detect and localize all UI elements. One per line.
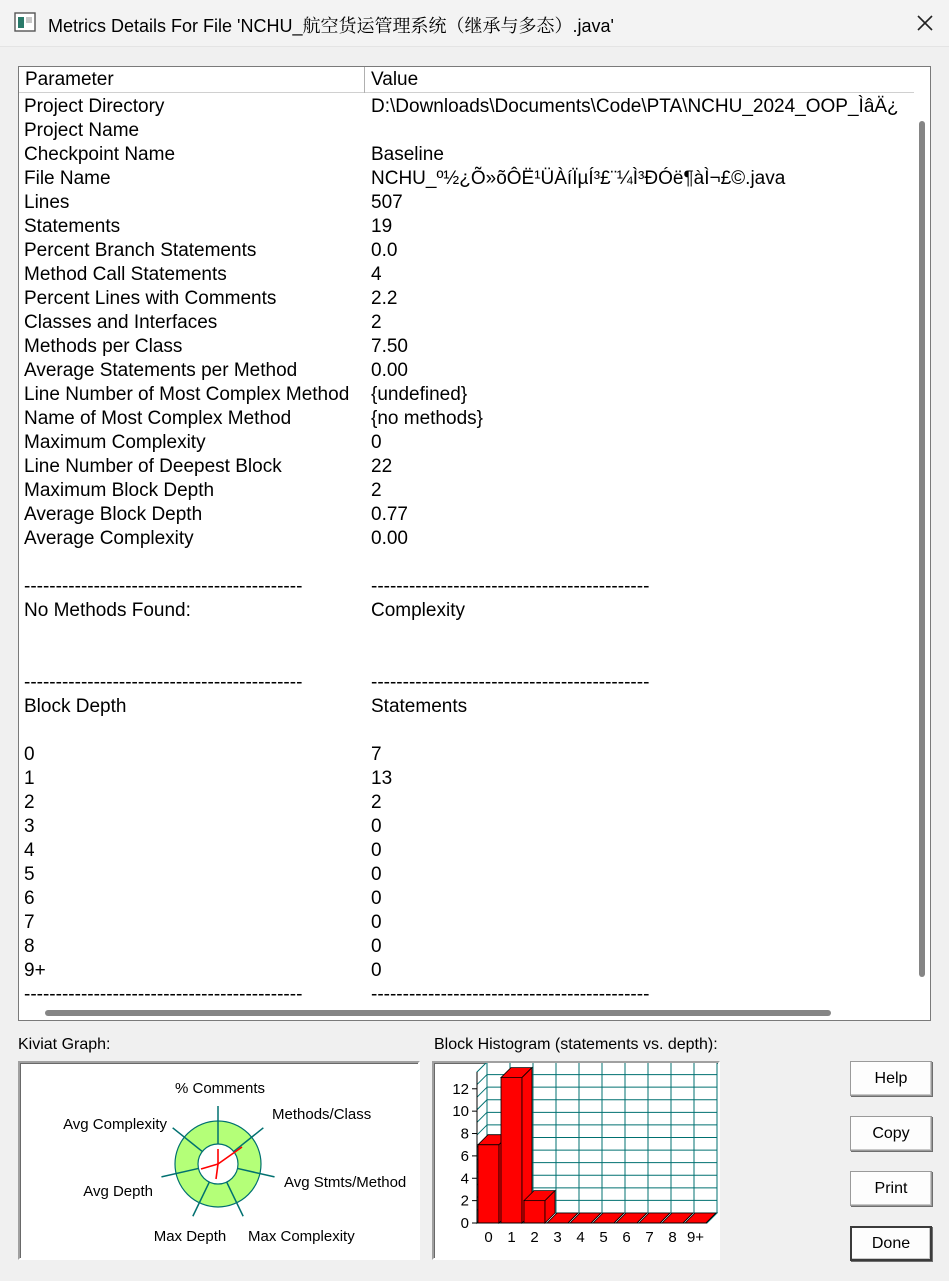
table-row[interactable]: [19, 551, 914, 575]
title-divider: [0, 46, 949, 47]
parameter-cell: Line Number of Deepest Block: [24, 456, 282, 477]
table-row[interactable]: [19, 983, 914, 1000]
parameter-cell: Block Depth: [24, 696, 127, 717]
parameter-cell: Lines: [24, 192, 70, 213]
value-cell: NCHU_º½¿Õ»õÔË¹ÜÀíÏµÍ³£¨¼Ì³ÐÓë¶àÌ¬£©.java: [371, 168, 786, 189]
parameter-cell: --------------------------------------------: [24, 576, 303, 597]
kiviat-axis-label: Max Complexity: [248, 1228, 355, 1245]
value-cell: 0: [371, 840, 382, 861]
histogram-x-tick: 6: [622, 1229, 631, 1246]
kiviat-graph: [18, 1061, 420, 1260]
table-row[interactable]: [19, 167, 914, 191]
table-row[interactable]: [19, 191, 914, 215]
parameter-cell: Percent Lines with Comments: [24, 288, 277, 309]
value-cell: 0: [371, 432, 382, 453]
value-cell: 0.0: [371, 240, 398, 261]
kiviat-axis-label: Avg Complexity: [63, 1116, 167, 1133]
parameter-cell: --------------------------------------------: [24, 672, 303, 693]
histogram-x-tick: 9+: [686, 1229, 705, 1246]
value-cell: 0: [371, 816, 382, 837]
title-bar: [0, 0, 949, 46]
histogram-y-tick: 2: [460, 1192, 469, 1210]
table-row[interactable]: [19, 647, 914, 671]
histogram-svg: [434, 1063, 718, 1258]
histogram-y-tick: 8: [460, 1125, 469, 1143]
table-row[interactable]: [19, 287, 914, 311]
table-row[interactable]: [19, 359, 914, 383]
app-window-icon: [14, 12, 36, 32]
histogram-x-tick: 4: [576, 1229, 585, 1246]
value-cell: {no methods}: [371, 408, 483, 429]
histogram-y-tick: 12: [452, 1080, 469, 1098]
histogram-y-tick: 0: [460, 1215, 469, 1232]
table-row[interactable]: [19, 911, 914, 935]
parameter-cell: 8: [24, 936, 35, 957]
parameter-cell: 0: [24, 744, 35, 765]
parameter-cell: Average Statements per Method: [24, 360, 298, 381]
kiviat-svg: [20, 1063, 418, 1258]
table-row[interactable]: [19, 839, 914, 863]
help-button[interactable]: Help: [850, 1061, 932, 1096]
histogram-x-tick: 8: [668, 1229, 677, 1246]
column-header-parameter[interactable]: Parameter: [19, 67, 365, 93]
table-row[interactable]: [19, 743, 914, 767]
histogram-x-tick: 0: [484, 1229, 493, 1246]
value-cell: 2: [371, 480, 382, 501]
parameter-cell: Line Number of Most Complex Method: [24, 384, 350, 405]
table-row[interactable]: [19, 455, 914, 479]
histogram-bar: [478, 1145, 499, 1223]
value-cell: Complexity: [371, 600, 465, 621]
parameter-cell: Maximum Block Depth: [24, 480, 215, 501]
value-cell: Statements: [371, 696, 468, 717]
parameter-cell: 9+: [24, 960, 46, 981]
kiviat-axis-label: Avg Depth: [83, 1183, 153, 1200]
value-cell: 7: [371, 744, 382, 765]
table-row[interactable]: [19, 935, 914, 959]
value-cell: 0.00: [371, 360, 408, 381]
value-cell: 4: [371, 264, 382, 285]
table-row[interactable]: [19, 335, 914, 359]
histogram-y-tick: 6: [460, 1147, 469, 1165]
histogram-x-tick: 2: [530, 1229, 539, 1246]
value-cell: {undefined}: [371, 384, 468, 405]
parameter-cell: Method Call Statements: [24, 264, 227, 285]
kiviat-label: Kiviat Graph:: [18, 1036, 111, 1053]
table-row[interactable]: [19, 887, 914, 911]
parameter-cell: Classes and Interfaces: [24, 312, 218, 333]
table-row[interactable]: [19, 407, 914, 431]
histogram-x-tick: 3: [553, 1229, 562, 1246]
parameter-cell: No Methods Found:: [24, 600, 191, 621]
table-row[interactable]: [19, 215, 914, 239]
column-header-value[interactable]: Value: [371, 69, 419, 90]
parameter-cell: Methods per Class: [24, 336, 183, 357]
value-cell: 0: [371, 960, 382, 981]
kiviat-axis-label: Max Depth: [153, 1228, 227, 1245]
table-row[interactable]: [19, 527, 914, 551]
table-row[interactable]: [19, 95, 914, 119]
table-row[interactable]: [19, 143, 914, 167]
kiviat-axis-label: % Comments: [174, 1080, 266, 1097]
value-cell: --------------------------------------------: [371, 672, 650, 693]
value-cell: D:\Downloads\Documents\Code\PTA\NCHU_2024_OOP_ÌâÄ¿: [371, 96, 899, 117]
table-row[interactable]: [19, 719, 914, 743]
histogram-y-tick: 10: [452, 1103, 469, 1121]
parameter-cell: Average Complexity: [24, 528, 194, 549]
table-row[interactable]: [19, 815, 914, 839]
parameter-cell: 7: [24, 912, 35, 933]
histogram-label: Block Histogram (statements vs. depth):: [434, 1036, 718, 1053]
parameter-cell: Project Name: [24, 120, 140, 141]
table-row[interactable]: [19, 431, 914, 455]
value-cell: 2: [371, 792, 382, 813]
parameter-cell: File Name: [24, 168, 111, 189]
table-row[interactable]: [19, 863, 914, 887]
table-row[interactable]: [19, 239, 914, 263]
value-cell: 0: [371, 864, 382, 885]
value-cell: 0: [371, 912, 382, 933]
copy-button[interactable]: Copy: [850, 1116, 932, 1151]
list-rows: [19, 95, 914, 1000]
parameter-cell: 5: [24, 864, 35, 885]
value-cell: --------------------------------------------: [371, 984, 650, 1000]
parameter-cell: --------------------------------------------: [24, 984, 303, 1000]
parameter-cell: Maximum Complexity: [24, 432, 206, 453]
close-icon: [916, 14, 934, 32]
table-row[interactable]: [19, 623, 914, 647]
value-cell: 13: [371, 768, 393, 789]
table-row[interactable]: [19, 671, 914, 695]
value-cell: Baseline: [371, 144, 444, 165]
value-cell: 0.77: [371, 504, 408, 525]
kiviat-axis-label: Avg Stmts/Method: [284, 1174, 407, 1191]
value-cell: 19: [371, 216, 393, 237]
vertical-scroll-thumb[interactable]: [919, 121, 925, 977]
value-cell: 0.00: [371, 528, 408, 549]
table-row[interactable]: [19, 311, 914, 335]
metrics-list[interactable]: [18, 66, 931, 1021]
parameter-cell: Average Block Depth: [24, 504, 203, 525]
value-cell: 22: [371, 456, 393, 477]
close-button[interactable]: [900, 0, 949, 46]
table-row[interactable]: [19, 599, 914, 623]
block-histogram: [432, 1061, 720, 1260]
kiviat-axis-label: Methods/Class: [272, 1106, 372, 1123]
histogram-bar: [501, 1078, 522, 1223]
table-row[interactable]: [19, 959, 914, 983]
table-row[interactable]: [19, 119, 914, 143]
parameter-cell: Percent Branch Statements: [24, 240, 257, 261]
value-cell: 0: [371, 888, 382, 909]
parameter-cell: Name of Most Complex Method: [24, 408, 292, 429]
list-header: [19, 67, 914, 93]
table-row[interactable]: [19, 695, 914, 719]
parameter-cell: 4: [24, 840, 35, 861]
table-row[interactable]: [19, 767, 914, 791]
value-cell: 2.2: [371, 288, 398, 309]
parameter-cell: 1: [24, 768, 35, 789]
table-row[interactable]: [19, 383, 914, 407]
table-row[interactable]: [19, 791, 914, 815]
parameter-cell: 3: [24, 816, 35, 837]
value-cell: --------------------------------------------: [371, 576, 650, 597]
scrollbar-corner: [914, 1001, 930, 1021]
histogram-x-tick: 5: [599, 1229, 608, 1246]
histogram-bar: [524, 1201, 545, 1223]
value-cell: 7.50: [371, 336, 408, 357]
print-button[interactable]: Print: [850, 1171, 932, 1206]
histogram-x-tick: 1: [507, 1229, 516, 1246]
histogram-y-tick: 4: [460, 1170, 469, 1188]
table-row[interactable]: [19, 503, 914, 527]
table-row[interactable]: [19, 479, 914, 503]
parameter-cell: Statements: [24, 216, 121, 237]
vertical-scrollbar[interactable]: [914, 93, 930, 1001]
horizontal-scroll-thumb[interactable]: [45, 1010, 831, 1016]
value-cell: 0: [371, 936, 382, 957]
done-button[interactable]: Done: [850, 1226, 932, 1261]
table-row[interactable]: [19, 575, 914, 599]
parameter-cell: 2: [24, 792, 35, 813]
parameter-cell: Checkpoint Name: [24, 144, 176, 165]
window-title: Metrics Details For File 'NCHU_航空货运管理系统（继承与多态）.java': [48, 16, 614, 36]
table-row[interactable]: [19, 263, 914, 287]
value-cell: 2: [371, 312, 382, 333]
horizontal-scrollbar[interactable]: [19, 1001, 914, 1021]
parameter-cell: 6: [24, 888, 35, 909]
histogram-x-tick: 7: [645, 1229, 654, 1246]
parameter-cell: Project Directory: [24, 96, 165, 117]
value-cell: 507: [371, 192, 403, 213]
